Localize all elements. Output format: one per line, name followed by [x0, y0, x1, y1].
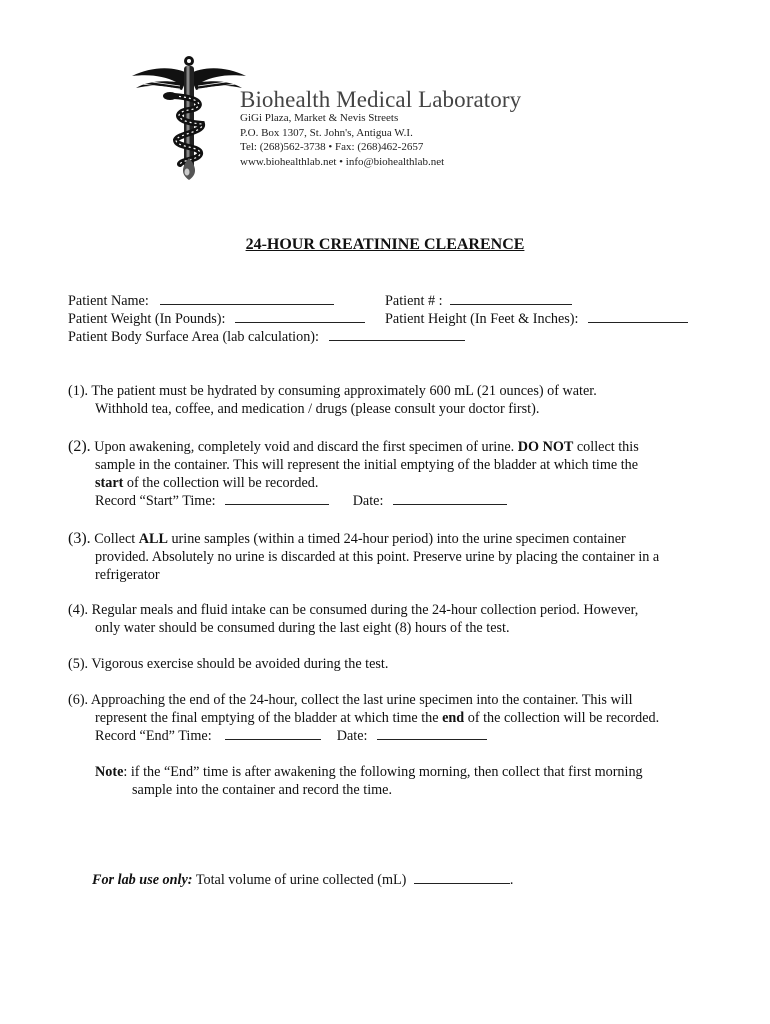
step-3	[68, 530, 659, 584]
patient-weight-field	[68, 310, 365, 328]
step-5	[68, 655, 388, 673]
step-4-text: Regular meals and fluid intake can be consumed during the 24-hour collection period. However,	[91, 602, 639, 618]
step-3-text-3: refrigerator	[95, 567, 160, 583]
lab-web-email: www.biohealthlab.net • info@biohealthlab.net	[240, 155, 445, 168]
step-1-number: (1).	[68, 383, 89, 399]
end-time-label: Record “End” Time:	[95, 728, 212, 744]
start-emphasis: start	[95, 475, 124, 491]
patient-weight-label: Patient Weight (In Pounds):	[68, 311, 226, 327]
patient-name-label: Patient Name:	[68, 293, 149, 309]
step-2-text-3: of the collection will be recorded.	[126, 475, 319, 491]
start-time-input[interactable]	[225, 492, 329, 505]
end-time-input[interactable]	[225, 727, 321, 740]
step-4	[68, 601, 638, 637]
patient-height-label: Patient Height (In Feet & Inches):	[385, 311, 579, 327]
step-2-text-2: sample in the container. This will represent the initial emptying of the bladder at which time the	[95, 457, 639, 473]
note	[95, 763, 643, 799]
caduceus-icon	[130, 52, 248, 184]
step-5-number: (5).	[68, 656, 89, 672]
lab-use-text: Total volume of urine collected (mL)	[195, 872, 407, 888]
patient-name-input[interactable]	[160, 292, 334, 305]
patient-height-input[interactable]	[588, 310, 688, 323]
lab-name: Biohealth Medical Laboratory	[240, 87, 522, 112]
patient-weight-input[interactable]	[235, 310, 365, 323]
lab-use-period: .	[509, 872, 514, 888]
lab-phone-fax: Tel: (268)562-3738 • Fax: (268)462-2657	[240, 141, 424, 154]
step-6-number: (6).	[68, 692, 89, 708]
start-date-label: Date:	[352, 493, 384, 509]
step-6-text-2b: of the collection will be recorded.	[467, 710, 660, 726]
step-6-text-2: represent the final emptying of the bladder at which time the	[95, 710, 439, 726]
step-6-text: Approaching the end of the 24-hour, collect the last urine specimen into the container. This will	[90, 692, 633, 708]
note-text: : if the “End” time is after awakening the following morning, then collect that first morning	[123, 764, 643, 780]
step-6	[68, 691, 659, 745]
step-1-text-2: Withhold tea, coffee, and medication / drugs (please consult your doctor first).	[95, 401, 540, 417]
lab-contact-block	[240, 111, 444, 169]
patient-bsa-field	[68, 328, 465, 346]
lab-address-line1: GiGi Plaza, Market & Nevis Streets	[240, 112, 399, 124]
start-time-label: Record “Start” Time:	[95, 493, 216, 509]
note-text-2: sample into the container and record the time.	[132, 782, 393, 798]
step-3-number: (3).	[68, 530, 91, 547]
patient-number-input[interactable]	[450, 292, 572, 305]
patient-number-label: Patient # :	[385, 293, 443, 309]
step-2-number: (2).	[68, 438, 91, 455]
patient-bsa-label: Patient Body Surface Area (lab calculation):	[68, 329, 319, 345]
step-1	[68, 382, 597, 418]
all-emphasis: ALL	[138, 531, 168, 547]
step-2	[68, 438, 639, 510]
end-emphasis: end	[442, 710, 465, 726]
step-2-text: Upon awakening, completely void and discard the first specimen of urine.	[94, 439, 515, 455]
patient-number-field	[385, 292, 572, 310]
step-2-text-b: collect this	[576, 439, 639, 455]
step-3-text-2: provided. Absolutely no urine is discarded at this point. Preserve urine by placing the container in a	[95, 549, 660, 565]
end-date-label: Date:	[336, 728, 368, 744]
step-3-text: Collect	[94, 531, 136, 547]
lab-address-line2: P.O. Box 1307, St. John's, Antigua W.I.	[240, 126, 413, 139]
end-date-input[interactable]	[377, 727, 487, 740]
lab-use-field	[92, 871, 513, 889]
urine-volume-input[interactable]	[414, 871, 510, 884]
step-3-text-b: urine samples (within a timed 24-hour period) into the urine specimen container	[171, 531, 626, 547]
step-4-number: (4).	[68, 602, 89, 618]
step-4-text-2: only water should be consumed during the last eight (8) hours of the test.	[95, 620, 510, 636]
do-not-emphasis: DO NOT	[517, 439, 574, 455]
patient-bsa-input[interactable]	[329, 328, 465, 341]
patient-name-field	[68, 292, 334, 310]
step-5-text: Vigorous exercise should be avoided during the test.	[91, 656, 389, 672]
form-title: 24-HOUR CREATININE CLEARENCE	[245, 236, 525, 253]
start-date-input[interactable]	[393, 492, 507, 505]
lab-use-label: For lab use only:	[92, 872, 193, 888]
note-label: Note	[95, 764, 124, 780]
patient-height-field	[385, 310, 688, 328]
step-1-text: The patient must be hydrated by consuming approximately 600 mL (21 ounces) of water.	[91, 383, 597, 399]
